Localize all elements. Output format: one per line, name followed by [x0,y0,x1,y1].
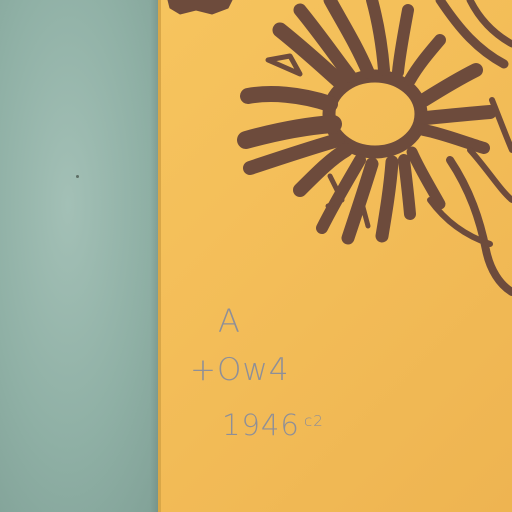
leaf [492,100,512,150]
leaf [470,150,512,200]
pencil-letter: A [218,302,241,340]
leaf-fragment [168,0,232,14]
pencil-year: 1946 [222,408,300,442]
petal [404,160,410,214]
petal [382,162,392,236]
petal [248,94,330,104]
petal [426,112,490,118]
petal [410,40,440,80]
petal [398,10,408,72]
petal [424,70,476,100]
petal [412,152,440,204]
petal [246,124,333,140]
stem [470,0,512,44]
pencil-mark: c2 [304,412,324,430]
petal-outline [268,56,300,74]
petal [372,0,384,70]
pencil-code: +Ow4 [190,352,290,388]
petal [424,130,484,148]
